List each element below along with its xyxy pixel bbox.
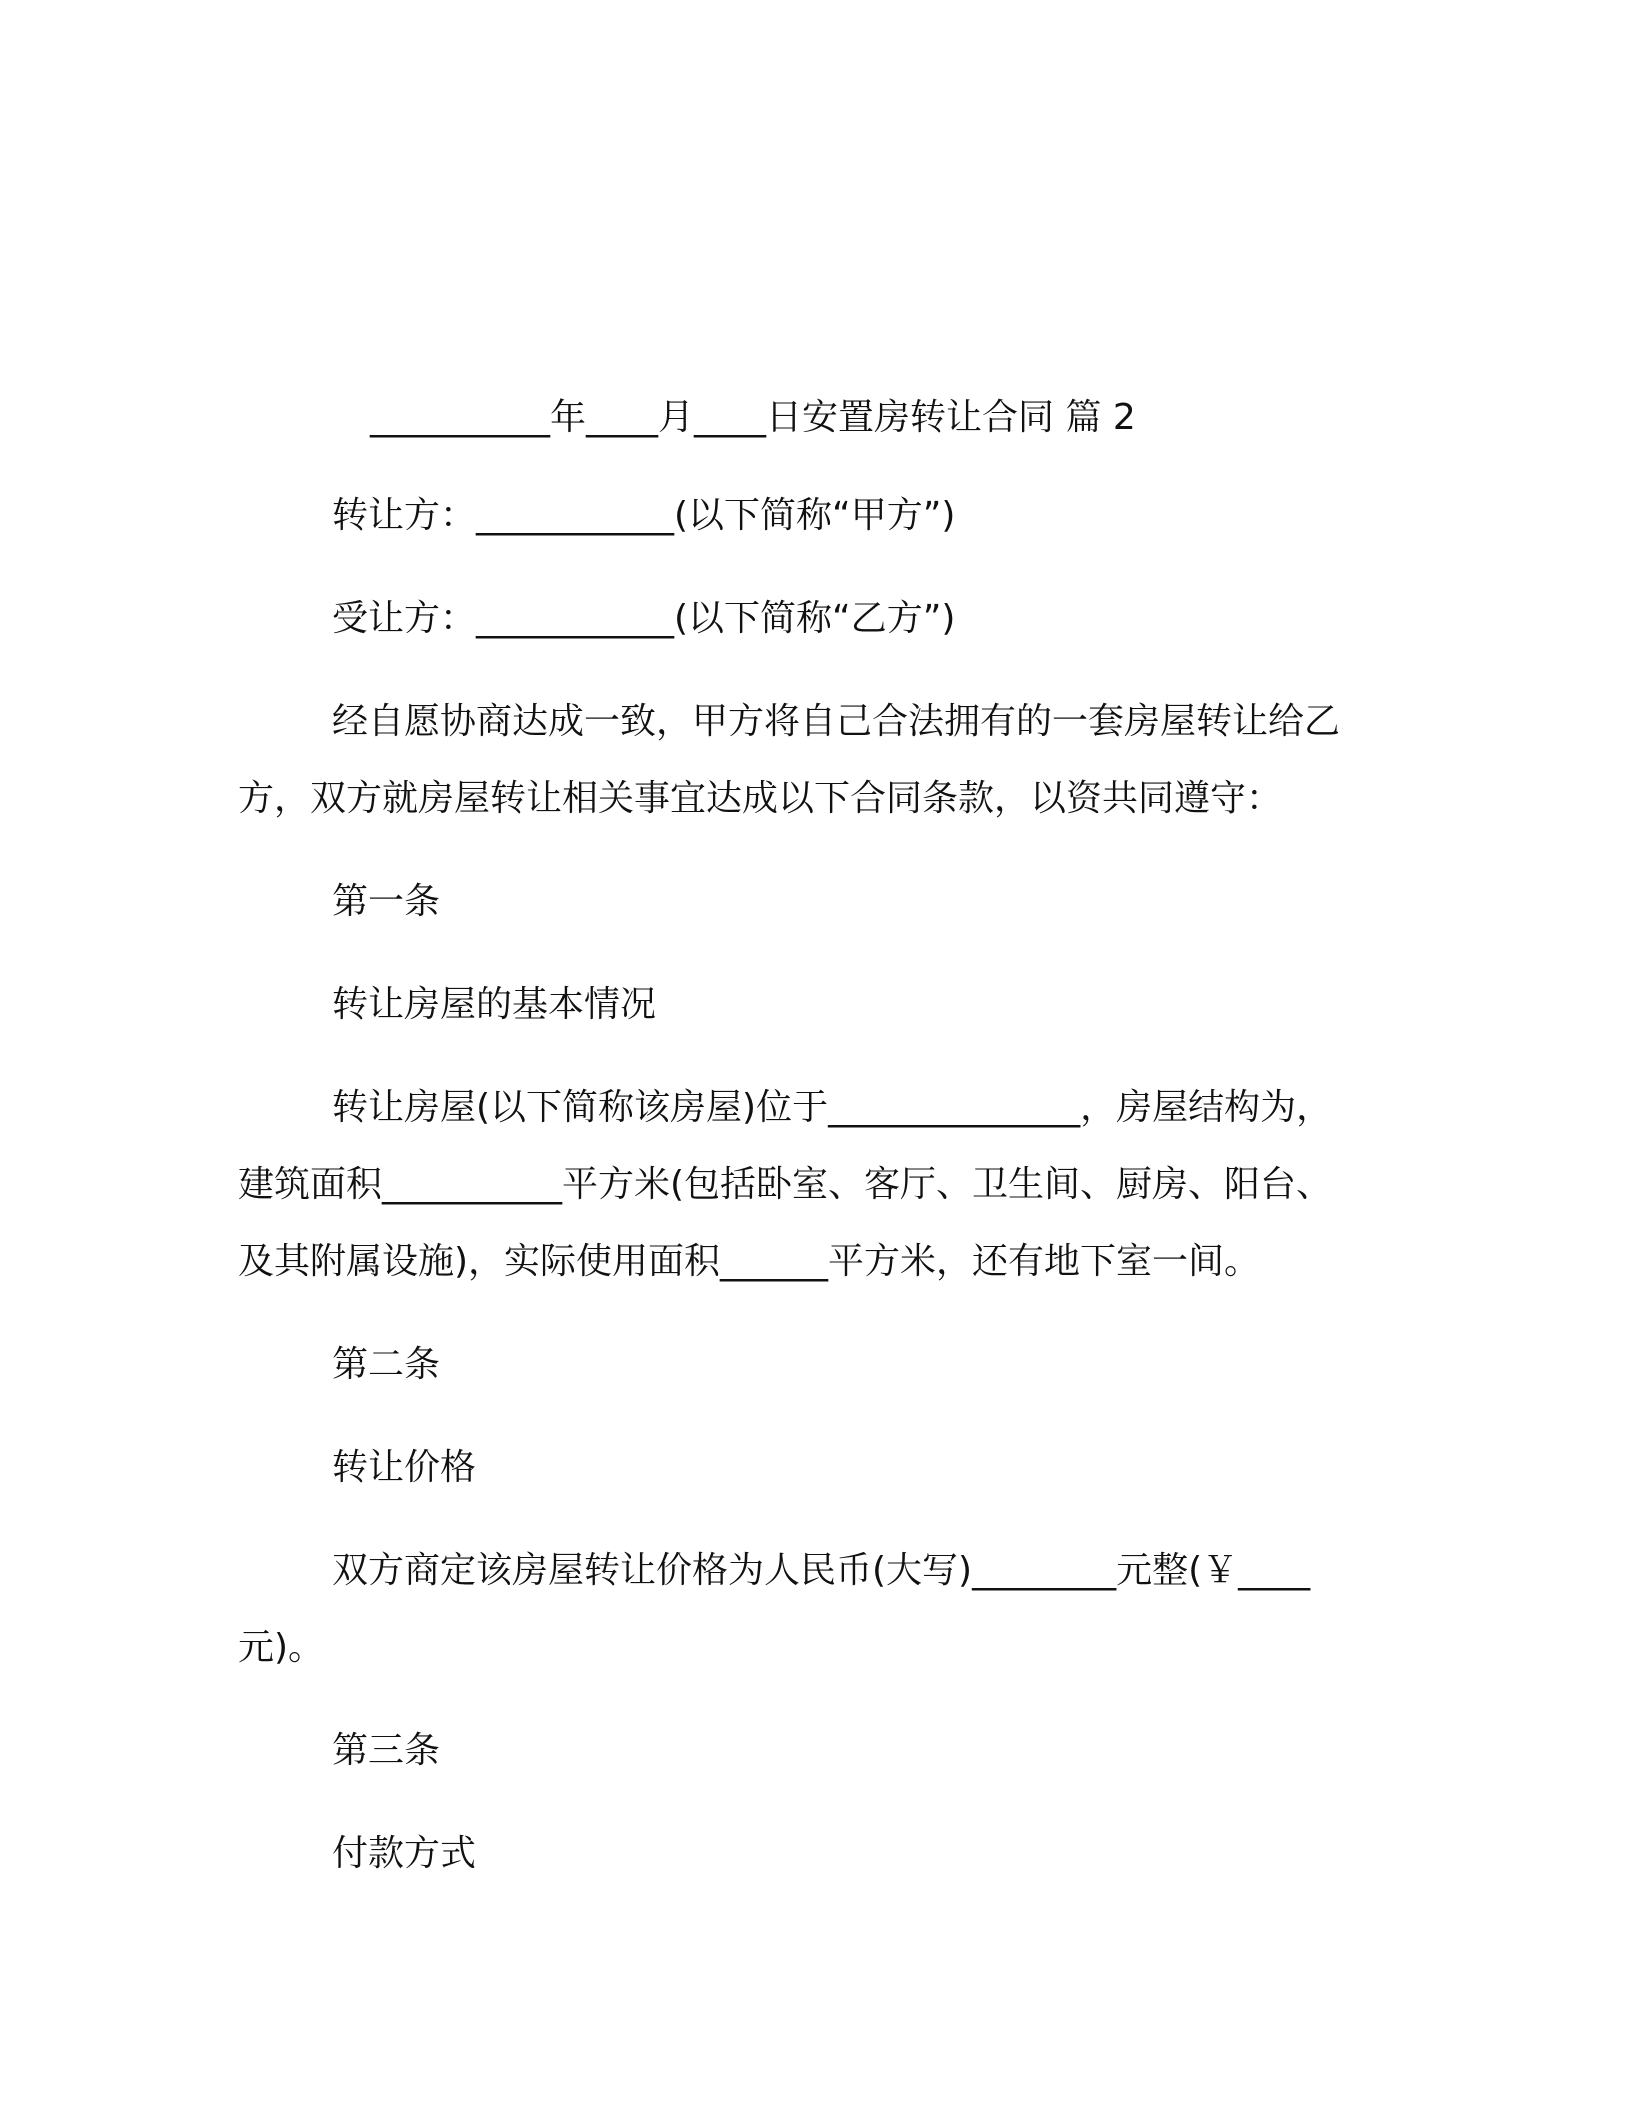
transferee-line: 受让方：___________(以下简称“乙方”) bbox=[332, 598, 956, 639]
article-2-body-line-1: 双方商定该房屋转让价格为人民币(大写)________元整(￥____ bbox=[332, 1550, 1311, 1591]
article-1-heading: 转让房屋的基本情况 bbox=[332, 984, 657, 1025]
intro-line-1: 经自愿协商达成一致，甲方将自己合法拥有的一套房屋转让给乙 bbox=[332, 701, 1341, 742]
article-1-body-line-2: 建筑面积__________平方米(包括卧室、客厅、卫生间、厨房、阳台、 bbox=[238, 1164, 1333, 1205]
article-2-number: 第二条 bbox=[332, 1344, 441, 1385]
article-1-number: 第一条 bbox=[332, 881, 441, 922]
article-1-body-line-1: 转让房屋(以下简称该房屋)位于______________，房屋结构为， bbox=[332, 1087, 1333, 1128]
article-2-body-line-2: 元)。 bbox=[238, 1627, 325, 1668]
article-2-heading: 转让价格 bbox=[332, 1447, 477, 1488]
article-1-body-line-3: 及其附属设施)，实际使用面积______平方米，还有地下室一间。 bbox=[238, 1241, 1261, 1282]
transferor-line: 转让方：___________(以下简称“甲方”) bbox=[332, 495, 956, 536]
article-3-number: 第三条 bbox=[332, 1730, 441, 1771]
intro-line-2: 方，双方就房屋转让相关事宜达成以下合同条款，以资共同遵守： bbox=[238, 778, 1283, 819]
document-title: __________年____月____日安置房转让合同 篇 2 bbox=[370, 397, 1136, 438]
article-3-heading: 付款方式 bbox=[332, 1833, 477, 1874]
